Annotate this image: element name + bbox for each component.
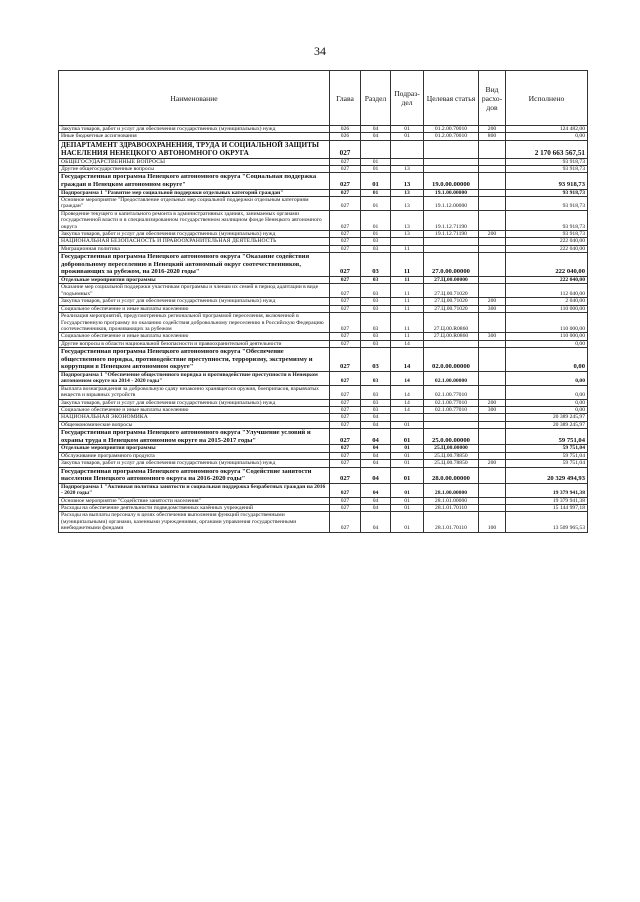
row-glava: 027	[330, 284, 361, 298]
row-amount: 222 040,00	[506, 245, 588, 252]
row-glava: 027	[330, 460, 361, 467]
table-row	[59, 313, 588, 333]
row-glava: 027	[330, 140, 361, 158]
table-row	[59, 421, 588, 428]
row-statya: 19.0.00.00000	[424, 173, 479, 189]
column-header-vid: Вид расхо-дов	[479, 71, 506, 126]
row-vid: 300	[479, 305, 506, 312]
table-row	[59, 158, 588, 165]
row-name: Оказание мер социальной поддержки участникам программы и членам их семей в период адаптации в виде "подъемных"	[59, 284, 330, 298]
row-amount: 20 329 494,93	[506, 467, 588, 483]
row-vid: 100	[479, 512, 506, 532]
table-row	[59, 497, 588, 504]
row-glava: 027	[330, 210, 361, 230]
table-row	[59, 414, 588, 421]
row-razdel: 04	[361, 504, 391, 511]
row-razdel: 03	[361, 238, 391, 245]
row-amount: 110 000,00	[506, 313, 588, 333]
table-row	[59, 340, 588, 347]
row-statya: 19.1.12.00000	[424, 197, 479, 211]
row-podrazdel: 11	[391, 313, 424, 333]
row-glava: 027	[330, 399, 361, 406]
row-glava: 027	[330, 385, 361, 399]
row-razdel: 03	[361, 333, 391, 340]
row-name: Государственная программа Ненецкого автономного округа "Обеспечение общественного порядка, противодействие преступности, терроризму, экстремизму и коррупции в Ненецком автономном округе"	[59, 348, 330, 372]
row-name: Расходы на обеспечение деятельности подведомственных казённых учреждений	[59, 504, 330, 511]
row-statya	[424, 414, 479, 421]
row-glava: 027	[330, 452, 361, 459]
row-name: Закупка товаров, работ и услуг для обеспечения государственных (муниципальных) нужд	[59, 298, 330, 305]
row-podrazdel: 11	[391, 305, 424, 312]
row-vid	[479, 504, 506, 511]
row-glava: 027	[330, 445, 361, 452]
row-amount: 110 000,00	[506, 333, 588, 340]
table-row	[59, 284, 588, 298]
table-row	[59, 245, 588, 252]
row-razdel: 03	[361, 305, 391, 312]
row-statya: 25.Ц.00.00000	[424, 445, 479, 452]
row-podrazdel: 01	[391, 512, 424, 532]
row-razdel: 01	[361, 166, 391, 173]
row-glava: 027	[330, 414, 361, 421]
table-row	[59, 305, 588, 312]
row-amount: 13 509 965,53	[506, 512, 588, 532]
row-statya	[424, 421, 479, 428]
row-vid	[479, 197, 506, 211]
row-podrazdel: 13	[391, 166, 424, 173]
row-glava: 027	[330, 371, 361, 385]
table-row	[59, 253, 588, 277]
row-podrazdel	[391, 140, 424, 158]
row-glava: 027	[330, 277, 361, 284]
row-razdel: 01	[361, 210, 391, 230]
row-name: Отдельные мероприятия программы	[59, 277, 330, 284]
table-row	[59, 140, 588, 158]
row-statya: 25.0.00.00000	[424, 429, 479, 445]
row-name: Подпрограмма 1 "Обеспечение общественного порядка и противодействие преступности в Ненецком автономном округе на 2014 - 2020 годы"	[59, 371, 330, 385]
row-vid	[479, 277, 506, 284]
row-podrazdel: 01	[391, 467, 424, 483]
column-header-razdel: Раздел	[361, 71, 391, 126]
row-razdel: 04	[361, 483, 391, 497]
row-name: Подпрограмма 1 "Развитие мер социальной поддержки отдельных категорий граждан"	[59, 189, 330, 196]
table-row	[59, 133, 588, 140]
row-razdel: 03	[361, 313, 391, 333]
row-razdel: 04	[361, 452, 391, 459]
row-amount: 2 170 663 567,51	[506, 140, 588, 158]
table-row	[59, 126, 588, 133]
row-podrazdel: 01	[391, 445, 424, 452]
row-amount: 110 000,00	[506, 305, 588, 312]
table-row	[59, 197, 588, 211]
row-amount: 93 918,73	[506, 197, 588, 211]
row-podrazdel: 01	[391, 483, 424, 497]
table-row	[59, 166, 588, 173]
row-amount: 59 751,04	[506, 460, 588, 467]
row-statya: 19.1.12.71190	[424, 231, 479, 238]
row-vid	[479, 238, 506, 245]
row-podrazdel: 14	[391, 399, 424, 406]
row-statya: 28.0.00.00000	[424, 467, 479, 483]
row-glava: 027	[330, 429, 361, 445]
column-header-name: Наименование	[59, 71, 330, 126]
row-vid	[479, 189, 506, 196]
row-razdel: 03	[361, 385, 391, 399]
row-razdel: 03	[361, 277, 391, 284]
row-statya: 28.1.01.70110	[424, 504, 479, 511]
row-amount: 93 918,73	[506, 210, 588, 230]
row-statya: 27.Ц.00.R0860	[424, 333, 479, 340]
row-razdel: 01	[361, 189, 391, 196]
table-row	[59, 512, 588, 532]
row-amount: 93 918,73	[506, 173, 588, 189]
row-statya: 19.1.00.00000	[424, 189, 479, 196]
row-podrazdel: 11	[391, 333, 424, 340]
row-vid: 200	[479, 460, 506, 467]
table-row	[59, 399, 588, 406]
row-statya: 28.1.01.00000	[424, 497, 479, 504]
row-glava: 027	[330, 340, 361, 347]
row-name: Основное мероприятие "Предоставление отдельных мер социальной поддержки отдельным категориям граждан"	[59, 197, 330, 211]
row-name: Закупка товаров, работ и услуг для обеспечения государственных (муниципальных) нужд	[59, 231, 330, 238]
row-name: Миграционная политика	[59, 245, 330, 252]
row-amount: 0,00	[506, 348, 588, 372]
table-row	[59, 504, 588, 511]
row-glava: 027	[330, 406, 361, 413]
row-razdel: 04	[361, 497, 391, 504]
row-vid	[479, 210, 506, 230]
table-row	[59, 460, 588, 467]
row-glava: 027	[330, 497, 361, 504]
row-name: Выплата вознаграждения за добровольную сдачу незаконно хранящегося оружия, боеприпасов, взрывчатых веществ и взрывных устройств	[59, 385, 330, 399]
row-name: ОБЩЕГОСУДАРСТВЕННЫЕ ВОПРОСЫ	[59, 158, 330, 165]
row-amount: 0,00	[506, 371, 588, 385]
row-vid	[479, 429, 506, 445]
row-vid	[479, 340, 506, 347]
row-statya: 02.1.00.00000	[424, 371, 479, 385]
row-podrazdel: 01	[391, 421, 424, 428]
row-glava: 027	[330, 231, 361, 238]
table-body	[59, 126, 588, 533]
row-statya: 27.0.00.00000	[424, 253, 479, 277]
row-name: Проведение текущего и капитального ремонта в административных зданиях, занимаемых органами государственной власти и в специализированном государственном жилищном фонде Ненецкого автономного округа	[59, 210, 330, 230]
row-amount: 0,00	[506, 340, 588, 347]
row-amount: 222 040,00	[506, 238, 588, 245]
row-podrazdel: 01	[391, 452, 424, 459]
row-statya: 25.Ц.00.78850	[424, 460, 479, 467]
row-amount: 124 482,00	[506, 126, 588, 133]
row-name: ДЕПАРТАМЕНТ ЗДРАВООХРАНЕНИЯ, ТРУДА И СОЦИАЛЬНОЙ ЗАЩИТЫ НАСЕЛЕНИЯ НЕНЕЦКОГО АВТОНОМНОГО ОКРУГА	[59, 140, 330, 158]
table-row	[59, 452, 588, 459]
table-row	[59, 467, 588, 483]
row-glava: 027	[330, 173, 361, 189]
row-vid	[479, 414, 506, 421]
column-header-podrazdel: Подраз-дел	[391, 71, 424, 126]
row-podrazdel: 11	[391, 245, 424, 252]
row-vid	[479, 452, 506, 459]
row-razdel: 01	[361, 231, 391, 238]
row-podrazdel: 11	[391, 298, 424, 305]
row-glava: 027	[330, 253, 361, 277]
row-podrazdel	[391, 414, 424, 421]
table-row	[59, 277, 588, 284]
row-vid: 300	[479, 406, 506, 413]
row-vid	[479, 371, 506, 385]
row-razdel: 03	[361, 340, 391, 347]
row-statya	[424, 166, 479, 173]
row-amount: 2 040,00	[506, 298, 588, 305]
row-podrazdel: 11	[391, 253, 424, 277]
row-razdel	[361, 140, 391, 158]
row-statya	[424, 158, 479, 165]
row-name: Подпрограмма 1 "Активная политика занятости и социальная поддержка безработных граждан на 2016 - 2020 годы"	[59, 483, 330, 497]
table-row	[59, 231, 588, 238]
row-glava: 027	[330, 245, 361, 252]
row-vid: 200	[479, 231, 506, 238]
row-vid	[479, 284, 506, 298]
row-statya	[424, 245, 479, 252]
row-amount: 0,00	[506, 406, 588, 413]
table-row	[59, 210, 588, 230]
row-amount: 19 379 941,38	[506, 497, 588, 504]
row-podrazdel	[391, 158, 424, 165]
row-amount: 59 751,04	[506, 429, 588, 445]
row-statya: 02.1.00.77010	[424, 385, 479, 399]
table-row	[59, 238, 588, 245]
row-podrazdel: 13	[391, 173, 424, 189]
row-podrazdel: 14	[391, 348, 424, 372]
table-row	[59, 333, 588, 340]
row-statya: 02.1.00.77010	[424, 399, 479, 406]
table-header-row	[59, 71, 588, 126]
row-statya	[424, 238, 479, 245]
table-row	[59, 189, 588, 196]
row-podrazdel: 14	[391, 406, 424, 413]
row-vid	[479, 158, 506, 165]
row-vid	[479, 421, 506, 428]
row-razdel: 04	[361, 126, 391, 133]
row-vid: 300	[479, 333, 506, 340]
row-podrazdel: 01	[391, 429, 424, 445]
row-razdel: 04	[361, 467, 391, 483]
row-statya: 27.Ц.00.71020	[424, 305, 479, 312]
row-podrazdel: 11	[391, 284, 424, 298]
column-header-statya: Целевая статья	[424, 71, 479, 126]
row-razdel: 04	[361, 460, 391, 467]
row-name: Расходы на выплаты персоналу в целях обеспечения выполнения функций государственными (муниципальными) органами, казенными учреждениями, органами управления государственными внебюджетными фондами	[59, 512, 330, 532]
row-vid	[479, 173, 506, 189]
row-vid: 800	[479, 133, 506, 140]
table-row	[59, 406, 588, 413]
row-razdel: 03	[361, 284, 391, 298]
row-razdel: 04	[361, 133, 391, 140]
column-header-amount: Исполнено	[506, 71, 588, 126]
row-glava: 027	[330, 504, 361, 511]
row-amount: 93 918,73	[506, 231, 588, 238]
page-number: 34	[314, 44, 326, 58]
row-name: Закупка товаров, работ и услуг для обеспечения государственных (муниципальных) нужд	[59, 126, 330, 133]
row-vid	[479, 467, 506, 483]
row-statya: 01.2.00.70010	[424, 126, 479, 133]
row-statya: 27.Ц.00.71020	[424, 284, 479, 298]
row-podrazdel: 13	[391, 189, 424, 196]
row-podrazdel: 14	[391, 385, 424, 399]
row-amount: 222 040,00	[506, 277, 588, 284]
row-name: Другие общегосударственные вопросы	[59, 166, 330, 173]
row-razdel: 03	[361, 406, 391, 413]
row-vid	[479, 385, 506, 399]
row-statya: 25.Ц.00.78850	[424, 452, 479, 459]
row-statya: 19.1.12.71190	[424, 210, 479, 230]
row-razdel: 01	[361, 158, 391, 165]
row-name: Иные бюджетные ассигнования	[59, 133, 330, 140]
row-glava: 027	[330, 483, 361, 497]
row-podrazdel: 01	[391, 497, 424, 504]
row-name: Отдельные мероприятия программы	[59, 445, 330, 452]
row-statya: 02.0.00.00000	[424, 348, 479, 372]
row-statya: 27.Ц.00.00000	[424, 277, 479, 284]
row-statya: 01.2.00.70010	[424, 133, 479, 140]
row-statya: 28.1.01.70110	[424, 512, 479, 532]
row-razdel: 04	[361, 445, 391, 452]
row-name: Государственная программа Ненецкого автономного округа "Содействие занятости населения Ненецкого автономного округа на 2016-2020 годы"	[59, 467, 330, 483]
table-row	[59, 371, 588, 385]
row-podrazdel	[391, 238, 424, 245]
row-glava: 027	[330, 348, 361, 372]
row-statya	[424, 340, 479, 347]
row-vid	[479, 497, 506, 504]
row-vid	[479, 313, 506, 333]
row-statya: 02.1.00.77010	[424, 406, 479, 413]
row-name: Государственная программа Ненецкого автономного округа "Социальная поддержка граждан в Ненецком автономном округе"	[59, 173, 330, 189]
row-razdel: 04	[361, 429, 391, 445]
row-amount: 20 389 245,97	[506, 414, 588, 421]
row-razdel: 01	[361, 197, 391, 211]
row-razdel: 03	[361, 245, 391, 252]
row-razdel: 04	[361, 414, 391, 421]
row-name: Общеэкономические вопросы	[59, 421, 330, 428]
row-vid	[479, 348, 506, 372]
row-amount: 222 040,00	[506, 253, 588, 277]
row-amount: 20 389 245,97	[506, 421, 588, 428]
row-amount: 0,00	[506, 385, 588, 399]
row-vid	[479, 483, 506, 497]
row-podrazdel: 13	[391, 210, 424, 230]
row-razdel: 03	[361, 348, 391, 372]
row-name: Государственная программа Ненецкого автономного округа "Оказание содействия добровольному переселению в Ненецкий автономный округ соотечественников, проживающих за рубежом, на 2016-2020 годы"	[59, 253, 330, 277]
row-statya	[424, 140, 479, 158]
row-podrazdel: 01	[391, 133, 424, 140]
row-glava: 026	[330, 133, 361, 140]
row-amount: 93 918,73	[506, 189, 588, 196]
row-glava: 027	[330, 512, 361, 532]
row-glava: 027	[330, 313, 361, 333]
row-vid: 200	[479, 399, 506, 406]
table-row	[59, 298, 588, 305]
row-podrazdel: 14	[391, 340, 424, 347]
row-name: Закупка товаров, работ и услуг для обеспечения государственных (муниципальных) нужд	[59, 399, 330, 406]
row-glava: 026	[330, 126, 361, 133]
row-vid	[479, 140, 506, 158]
table-row	[59, 348, 588, 372]
row-amount: 0,00	[506, 399, 588, 406]
row-podrazdel: 13	[391, 231, 424, 238]
row-name: Другие вопросы в области национальной безопасности и правоохранительной деятельности	[59, 340, 330, 347]
row-vid	[479, 245, 506, 252]
row-amount: 59 751,04	[506, 452, 588, 459]
row-name: НАЦИОНАЛЬНАЯ ЭКОНОМИКА	[59, 414, 330, 421]
row-name: Обслуживание программного продукта	[59, 452, 330, 459]
row-name: Государственная программа Ненецкого автономного округа "Улучшение условий и охраны труда в Ненецком автономном округе на 2015-2017 годы"	[59, 429, 330, 445]
row-glava: 027	[330, 189, 361, 196]
row-razdel: 03	[361, 399, 391, 406]
row-vid: 200	[479, 126, 506, 133]
row-name: Социальное обеспечение и иные выплаты населению	[59, 406, 330, 413]
row-glava: 027	[330, 158, 361, 165]
row-statya: 27.Ц.00.R0860	[424, 313, 479, 333]
row-amount: 93 918,73	[506, 158, 588, 165]
row-razdel: 03	[361, 371, 391, 385]
row-vid	[479, 166, 506, 173]
row-glava: 027	[330, 421, 361, 428]
row-glava: 027	[330, 197, 361, 211]
row-name: НАЦИОНАЛЬНАЯ БЕЗОПАСНОСТЬ И ПРАВООХРАНИТЕЛЬНАЯ ДЕЯТЕЛЬНОСТЬ	[59, 238, 330, 245]
row-razdel: 01	[361, 173, 391, 189]
row-podrazdel: 01	[391, 126, 424, 133]
row-amount: 0,00	[506, 133, 588, 140]
row-amount: 93 918,73	[506, 166, 588, 173]
row-glava: 027	[330, 467, 361, 483]
row-name: Основное мероприятие "Содействие занятости населения"	[59, 497, 330, 504]
row-name: Закупка товаров, работ и услуг для обеспечения государственных (муниципальных) нужд	[59, 460, 330, 467]
row-razdel: 04	[361, 512, 391, 532]
row-podrazdel: 14	[391, 371, 424, 385]
row-amount: 19 379 941,38	[506, 483, 588, 497]
row-amount: 59 751,04	[506, 445, 588, 452]
row-glava: 027	[330, 166, 361, 173]
row-glava: 027	[330, 238, 361, 245]
row-name: Социальное обеспечение и иные выплаты населению	[59, 305, 330, 312]
row-podrazdel: 01	[391, 504, 424, 511]
table-row	[59, 429, 588, 445]
row-podrazdel: 13	[391, 197, 424, 211]
row-vid	[479, 445, 506, 452]
row-amount: 112 040,00	[506, 284, 588, 298]
row-podrazdel: 01	[391, 460, 424, 467]
table-row	[59, 483, 588, 497]
row-vid	[479, 253, 506, 277]
row-glava: 027	[330, 333, 361, 340]
row-name: Реализация мероприятий, предусмотренных региональной программой переселения, включенной в Государственную программу по оказанию содействия добровольному переселению в Российскую Федерацию соотечественников, проживающих за рубежом	[59, 313, 330, 333]
row-razdel: 04	[361, 421, 391, 428]
row-statya: 27.Ц.00.71020	[424, 298, 479, 305]
row-name: Социальное обеспечение и иные выплаты населению	[59, 333, 330, 340]
row-statya: 28.1.00.00000	[424, 483, 479, 497]
row-amount: 15 144 997,18	[506, 504, 588, 511]
row-razdel: 03	[361, 253, 391, 277]
table-row	[59, 445, 588, 452]
budget-execution-table	[58, 70, 588, 533]
table-row	[59, 385, 588, 399]
row-vid: 200	[479, 298, 506, 305]
table-row	[59, 173, 588, 189]
row-glava: 027	[330, 298, 361, 305]
column-header-glava: Глава	[330, 71, 361, 126]
row-glava: 027	[330, 305, 361, 312]
row-podrazdel: 11	[391, 277, 424, 284]
row-razdel: 03	[361, 298, 391, 305]
